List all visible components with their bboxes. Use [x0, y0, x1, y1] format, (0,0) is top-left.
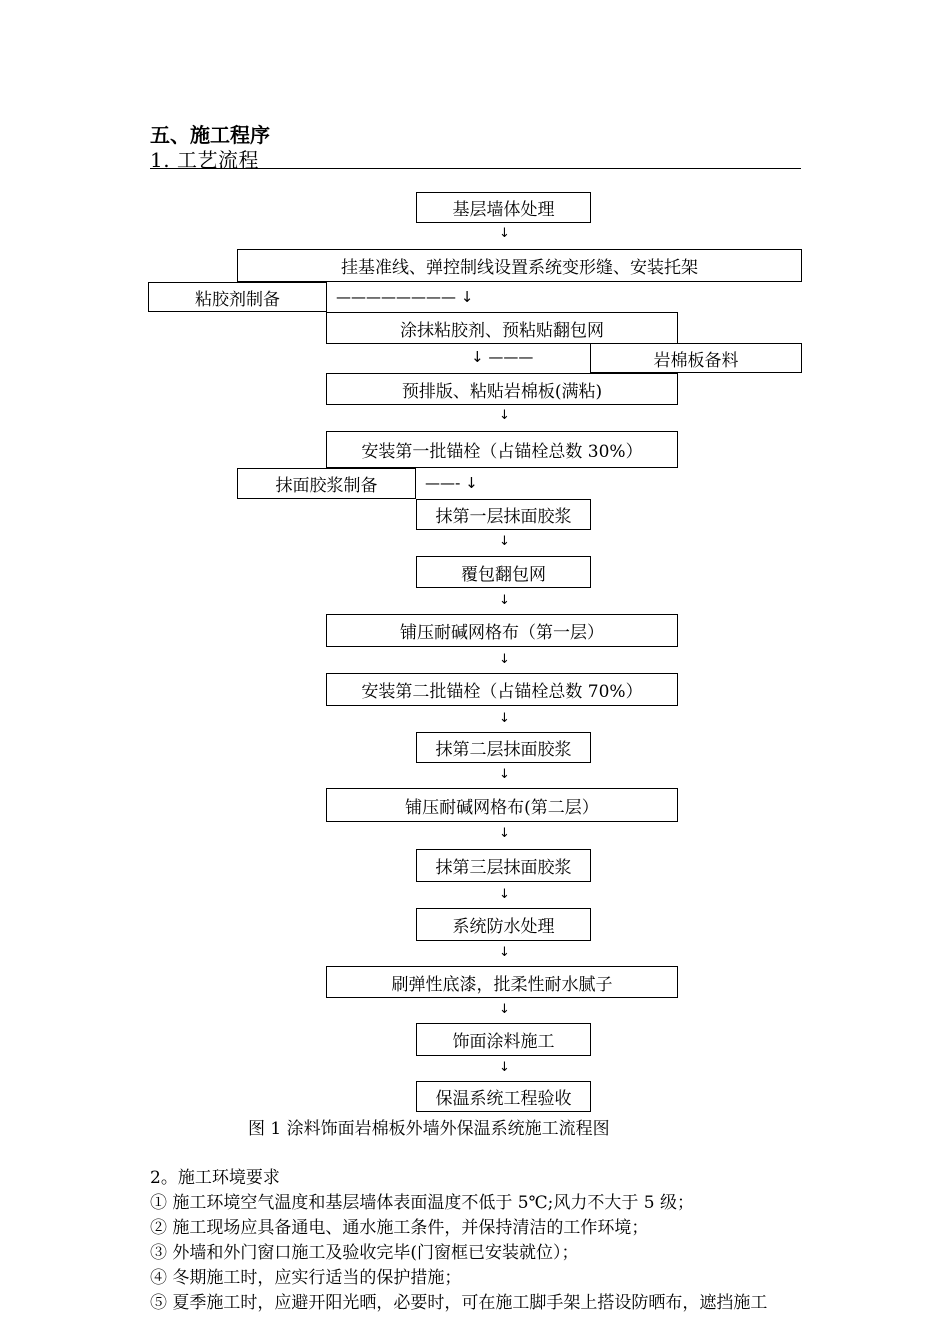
figure-caption: 图 1 涂料饰面岩棉板外墙外保温系统施工流程图	[248, 1119, 610, 1139]
flow-step-baseline: 挂基准线、弹控制线设置系统变形缝、安装托架	[237, 249, 802, 282]
flow-side-arrow: ↓ ———	[471, 348, 534, 366]
flow-arrow: ↓	[499, 593, 510, 608]
requirement-item: ④ 冬期施工时，应实行适当的保护措施；	[150, 1268, 462, 1288]
flow-step-mesh-first: 铺压耐碱网格布（第一层）	[326, 614, 678, 647]
requirement-item: ⑤ 夏季施工时，应避开阳光晒，必要时，可在施工脚手架上搭设防晒布，遮挡施工	[150, 1293, 768, 1313]
flow-side-rockwool-prep: 岩棉板备料	[590, 343, 802, 373]
flow-arrow: ↓	[499, 534, 510, 549]
flow-step-acceptance: 保温系统工程验收	[416, 1081, 591, 1112]
flow-step-wrap-mesh: 覆包翻包网	[416, 556, 591, 588]
section-subheading: 1. 工艺流程	[150, 148, 259, 172]
heading-rule	[150, 168, 801, 169]
flow-step-paste-board: 预排版、粘贴岩棉板(满粘)	[326, 373, 678, 405]
requirement-item: ③ 外墙和外门窗口施工及验收完毕(门窗框已安装就位）；	[150, 1243, 579, 1263]
flow-arrow: ↓	[499, 652, 510, 667]
flow-side-arrow: ———————— ↓	[336, 288, 474, 306]
flow-step-mortar-second: 抹第二层抹面胶浆	[416, 732, 591, 763]
flow-side-arrow: ——- ↓	[425, 474, 478, 492]
flow-step-anchor-first: 安装第一批锚栓（占锚栓总数 30%）	[326, 431, 678, 468]
flow-step-mortar-first: 抹第一层抹面胶浆	[416, 499, 591, 530]
flow-arrow: ↓	[499, 711, 510, 726]
flow-step-mortar-third: 抹第三层抹面胶浆	[416, 849, 591, 882]
flow-arrow: ↓	[499, 1002, 510, 1017]
flow-arrow: ↓	[499, 1060, 510, 1075]
requirement-item: ② 施工现场应具备通电、通水施工条件，并保持清洁的工作环境；	[150, 1218, 649, 1238]
flow-side-adhesive-prep: 粘胶剂制备	[148, 282, 327, 312]
section-heading: 五、施工程序	[150, 123, 270, 147]
flow-step-base-wall: 基层墙体处理	[416, 192, 591, 223]
flow-arrow: ↓	[499, 408, 510, 423]
requirement-item: ① 施工环境空气温度和基层墙体表面温度不低于 5℃;风力不大于 5 级；	[150, 1193, 694, 1213]
flow-arrow: ↓	[499, 887, 510, 902]
flow-arrow: ↓	[499, 767, 510, 782]
requirements-title: 2。施工环境要求	[150, 1168, 280, 1188]
flow-arrow: ↓	[499, 826, 510, 841]
flow-step-apply-adhesive: 涂抹粘胶剂、预粘贴翻包网	[326, 312, 678, 344]
flow-step-coating: 饰面涂料施工	[416, 1023, 591, 1056]
flow-step-primer-putty: 刷弹性底漆，批柔性耐水腻子	[326, 966, 678, 998]
flow-arrow: ↓	[499, 945, 510, 960]
flow-arrow: ↓	[499, 226, 510, 241]
flow-step-waterproof: 系统防水处理	[416, 908, 591, 941]
flow-side-mortar-prep: 抹面胶浆制备	[237, 468, 416, 499]
flow-step-anchor-second: 安装第二批锚栓（占锚栓总数 70%）	[326, 673, 678, 706]
flow-step-mesh-second: 铺压耐碱网格布(第二层）	[326, 788, 678, 822]
